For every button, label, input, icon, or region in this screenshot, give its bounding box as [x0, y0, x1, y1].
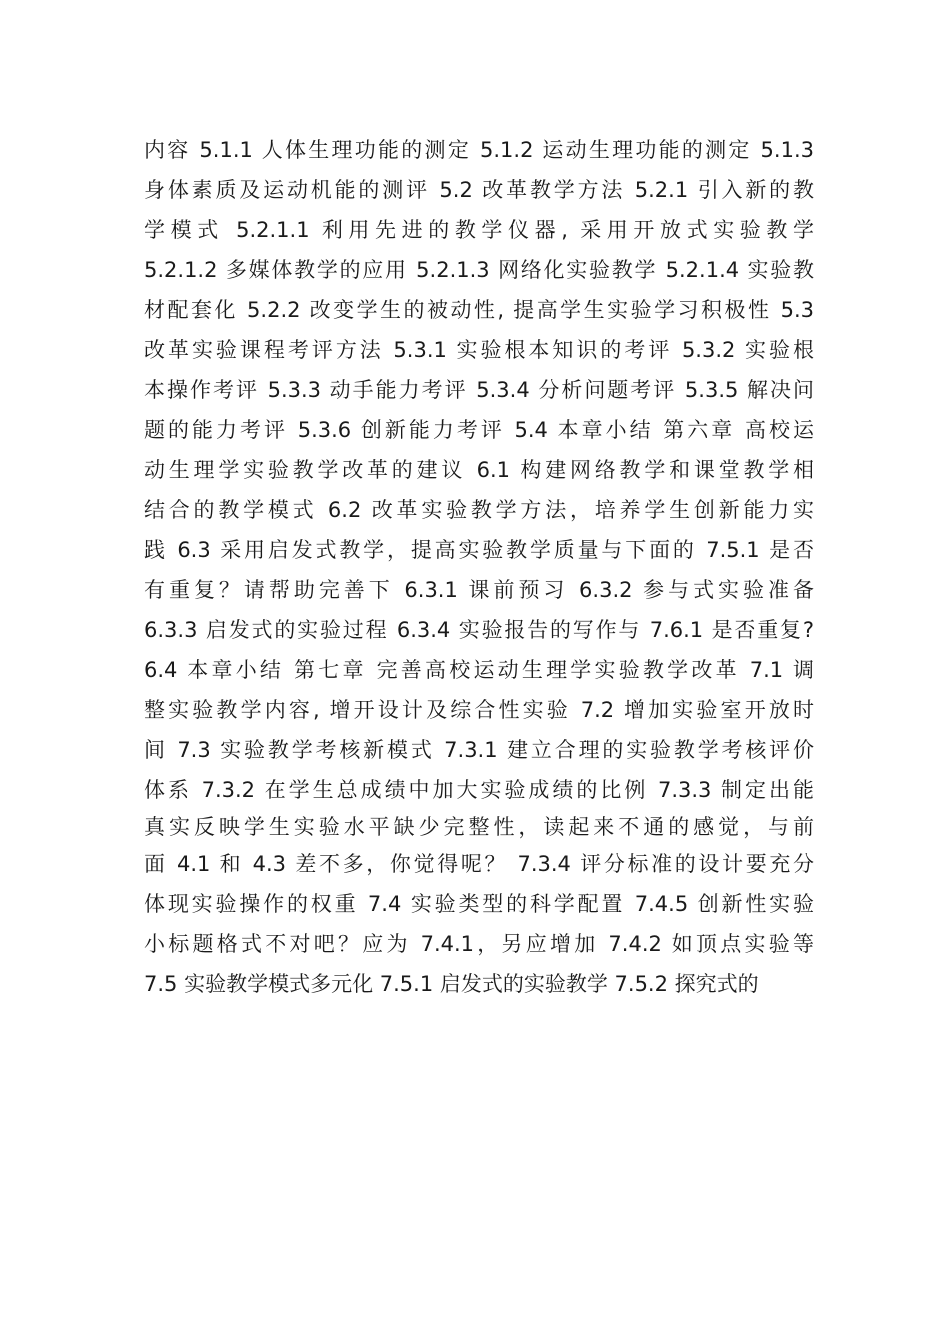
text-line: 面 4.1 和 4.3 差不多，你觉得呢？ 7.3.4 评分标准的设计要充分: [144, 852, 814, 876]
text-line: 体现实验操作的权重 7.4 实验类型的科学配置 7.4.5 创新性实验: [144, 892, 814, 916]
text-line: 学模式 5.2.1.1 利用先进的教学仪器, 采用开放式实验教学: [144, 218, 814, 242]
text-line: 身体素质及运动机能的测评 5.2 改革教学方法 5.2.1 引入新的教: [144, 178, 814, 202]
text-line: 真实反映学生实验水平缺少完整性，读起来不通的感觉，与前: [144, 815, 814, 839]
text-line: 体系 7.3.2 在学生总成绩中加大实验成绩的比例 7.3.3 制定出能: [144, 778, 814, 802]
text-line: 践 6.3 采用启发式教学，提高实验教学质量与下面的 7.5.1 是否: [144, 538, 814, 562]
text-line: 间 7.3 实验教学考核新模式 7.3.1 建立合理的实验教学考核评价: [144, 738, 814, 762]
text-line: 题的能力考评 5.3.6 创新能力考评 5.4 本章小结 第六章 高校运: [144, 418, 814, 442]
text-line: 材配套化 5.2.2 改变学生的被动性, 提高学生实验学习积极性 5.3: [144, 298, 814, 322]
text-line: 本操作考评 5.3.3 动手能力考评 5.3.4 分析问题考评 5.3.5 解决问: [144, 378, 814, 402]
text-line: 内容 5.1.1 人体生理功能的测定 5.1.2 运动生理功能的测定 5.1.3: [144, 138, 814, 162]
text-line: 7.5 实验教学模式多元化 7.5.1 启发式的实验教学 7.5.2 探究式的: [144, 972, 759, 996]
body-text: [144, 130, 814, 1004]
text-line: 有重复？请帮助完善下 6.3.1 课前预习 6.3.2 参与式实验准备: [144, 578, 814, 602]
text-line: 结合的教学模式 6.2 改革实验教学方法，培养学生创新能力实: [144, 498, 814, 522]
text-line: 小标题格式不对吧？应为 7.4.1，另应增加 7.4.2 如顶点实验等: [144, 932, 814, 956]
text-line: 改革实验课程考评方法 5.3.1 实验根本知识的考评 5.3.2 实验根: [144, 338, 814, 362]
text-line: 5.2.1.2 多媒体教学的应用 5.2.1.3 网络化实验教学 5.2.1.4 实验教: [144, 258, 814, 282]
text-line: 动生理学实验教学改革的建议 6.1 构建网络教学和课堂教学相: [144, 458, 814, 482]
text-line: 6.3.3 启发式的实验过程 6.3.4 实验报告的写作与 7.6.1 是否重复?: [144, 618, 814, 642]
text-line: 6.4 本章小结 第七章 完善高校运动生理学实验教学改革 7.1 调: [144, 658, 814, 682]
text-line: 整实验教学内容, 增开设计及综合性实验 7.2 增加实验室开放时: [144, 698, 814, 722]
